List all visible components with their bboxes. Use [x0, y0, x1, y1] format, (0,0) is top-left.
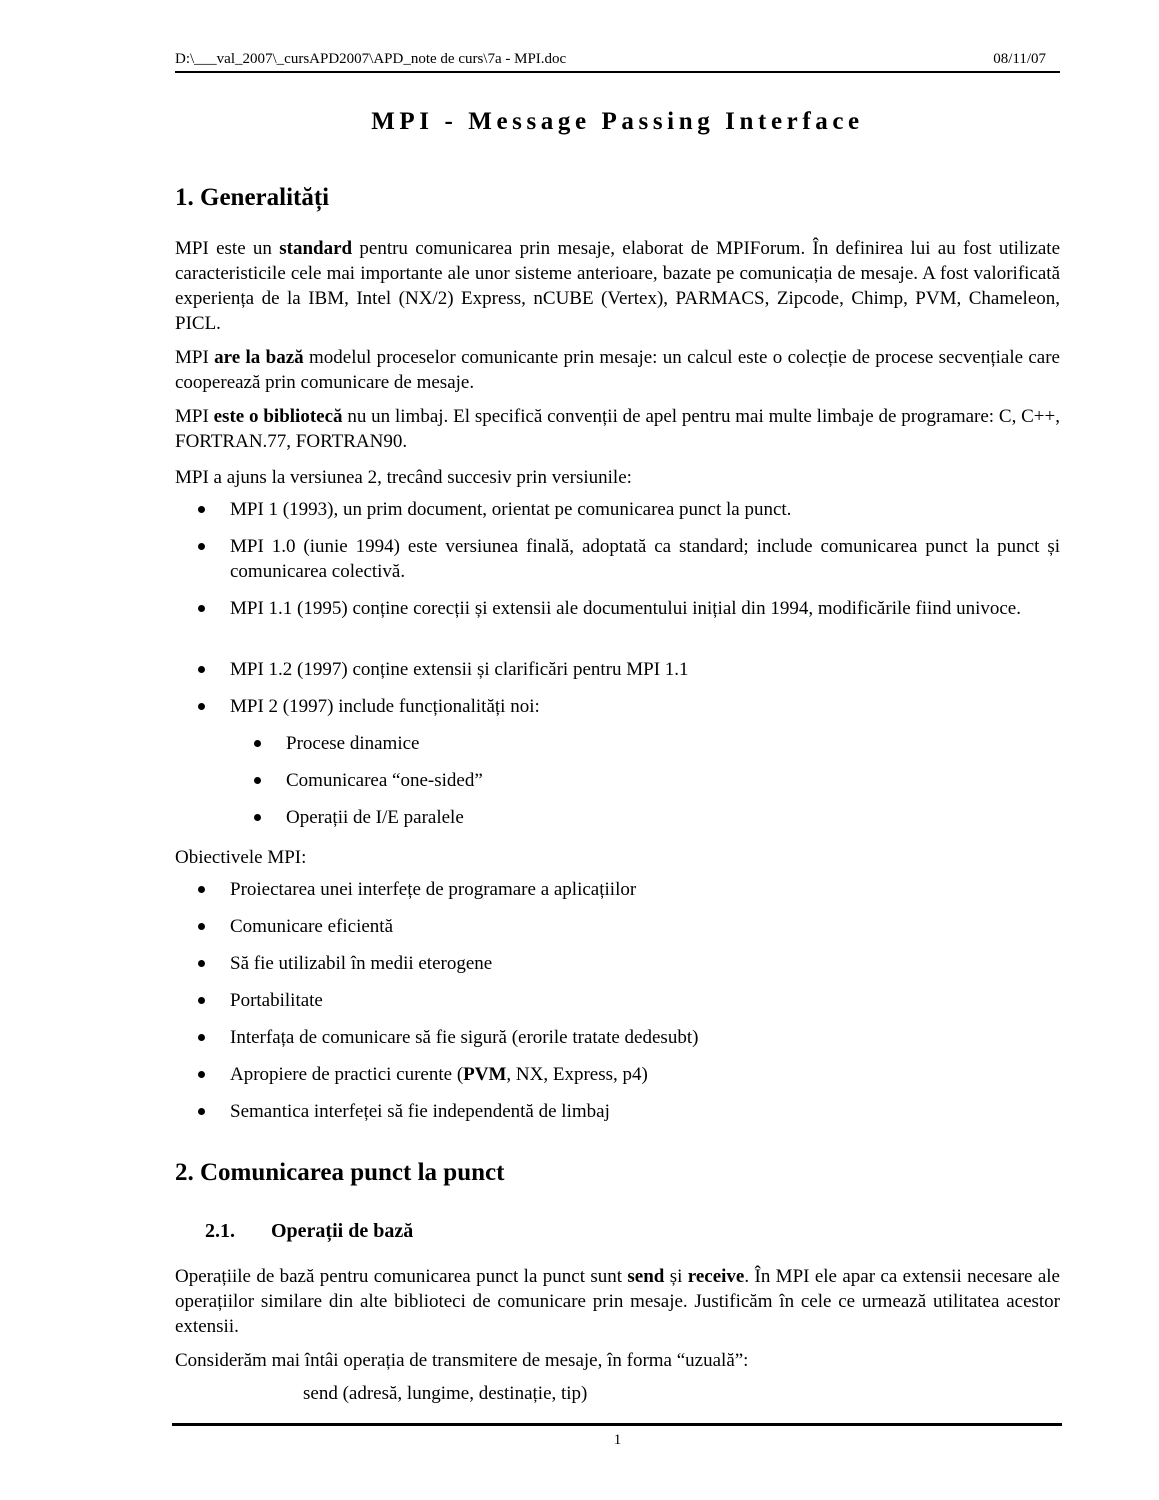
list-item-objective: Să fie utilizabil în medii eterogene: [230, 953, 493, 974]
paragraph-intro: MPI este un standard pentru comunicarea prin mesaje, elaborat de MPIForum. În definirea lui au fost utilizate caracteristicile cele mai importante ale unor sisteme anterioare, bazate pe comunicația de mesaje. A fost valorificată experiența de la IBM, Intel (NX/2) Express, nCUBE (Vertex), PARMACS, Zipcode, Chimp, PVM, Chameleon, PICL.: [175, 238, 1061, 334]
list-item-feature: Operații de I/E paralele: [286, 807, 464, 828]
footer-rule: [172, 1423, 1062, 1426]
bullet-icon: [198, 997, 205, 1004]
bullet-icon: [198, 666, 205, 673]
bullet-icon: [198, 1071, 205, 1078]
list-item-version: MPI 2 (1997) include funcționalități noi:: [230, 696, 540, 717]
section-1-heading: 1. Generalități: [175, 184, 330, 211]
bullet-icon: [198, 886, 205, 893]
section-2-heading: 2. Comunicarea punct la punct: [175, 1159, 505, 1186]
paragraph-library: MPI este o bibliotecă nu un limbaj. El specifică convenții de apel pentru mai multe limbaje de programare: C, C++, FORTRAN.77, FORTRAN90.: [175, 406, 1060, 452]
list-item-version: MPI 1.1 (1995) conține corecții și extensii ale documentului inițial din 1994, modificările fiind univoce.: [230, 598, 1021, 619]
list-item-objective: Apropiere de practici curente (PVM, NX, Express, p4): [230, 1064, 648, 1085]
list-item-objective: Semantica interfeței să fie independentă de limbaj: [230, 1101, 610, 1122]
list-item-feature: Procese dinamice: [286, 733, 420, 754]
list-item-version: MPI 1.2 (1997) conține extensii și clarificări pentru MPI 1.1: [230, 659, 689, 680]
list-item-version: MPI 1.0 (iunie 1994) este versiunea finală, adoptată ca standard; include comunicarea punct la punct și comunicarea colectivă.: [230, 536, 1060, 582]
bullet-icon: [198, 605, 205, 612]
send-signature: send (adresă, lungime, destinație, tip): [303, 1383, 588, 1404]
paragraph-versions-intro: MPI a ajuns la versiunea 2, trecând succesiv prin versiunile:: [175, 467, 632, 488]
bullet-icon: [198, 543, 205, 550]
bullet-icon: [198, 1108, 205, 1115]
list-item-objective: Interfața de comunicare să fie sigură (erorile tratate dedesubt): [230, 1027, 699, 1048]
bullet-icon: [254, 740, 261, 747]
bullet-icon: [198, 1034, 205, 1041]
paragraph-basic-ops: Operațiile de bază pentru comunicarea punct la punct sunt send și receive. În MPI ele apar ca extensii necesare ale operațiilor similare din alte biblioteci de comunicare prin mesaje. Justificăm în cele ce urmează utilitatea acestor extensii.: [175, 1266, 1060, 1337]
bullet-icon: [254, 814, 261, 821]
subsection-2-1-heading: 2.1. Operații de bază: [205, 1220, 414, 1242]
bullet-icon: [198, 923, 205, 930]
file-path: D:\___val_2007\_cursAPD2007\APD_note de curs\7a - MPI.doc: [175, 51, 567, 67]
document-title: MPI - Message Passing Interface: [371, 108, 864, 135]
list-item-objective: Portabilitate: [230, 990, 323, 1011]
bullet-icon: [198, 960, 205, 967]
objectives-label: Obiectivele MPI:: [175, 847, 307, 868]
bullet-icon: [198, 703, 205, 710]
paragraph-send-intro: Considerăm mai întâi operația de transmitere de mesaje, în forma “uzuală”:: [175, 1350, 749, 1371]
paragraph-model: MPI are la bază modelul proceselor comunicante prin mesaje: un calcul este o colecție de procese secvențiale care cooperează prin comunicare de mesaje.: [175, 347, 1060, 393]
list-item-objective: Comunicare eficientă: [230, 916, 394, 937]
list-item-feature: Comunicarea “one-sided”: [286, 770, 483, 791]
page-number: 1: [613, 1432, 622, 1448]
header-date: 08/11/07: [993, 51, 1046, 67]
list-item-objective: Proiectarea unei interfețe de programare a aplicațiilor: [230, 879, 637, 900]
bullet-icon: [198, 506, 205, 513]
bullet-icon: [254, 777, 261, 784]
list-item-version: MPI 1 (1993), un prim document, orientat pe comunicarea punct la punct.: [230, 499, 792, 520]
page-header: [175, 51, 1060, 73]
